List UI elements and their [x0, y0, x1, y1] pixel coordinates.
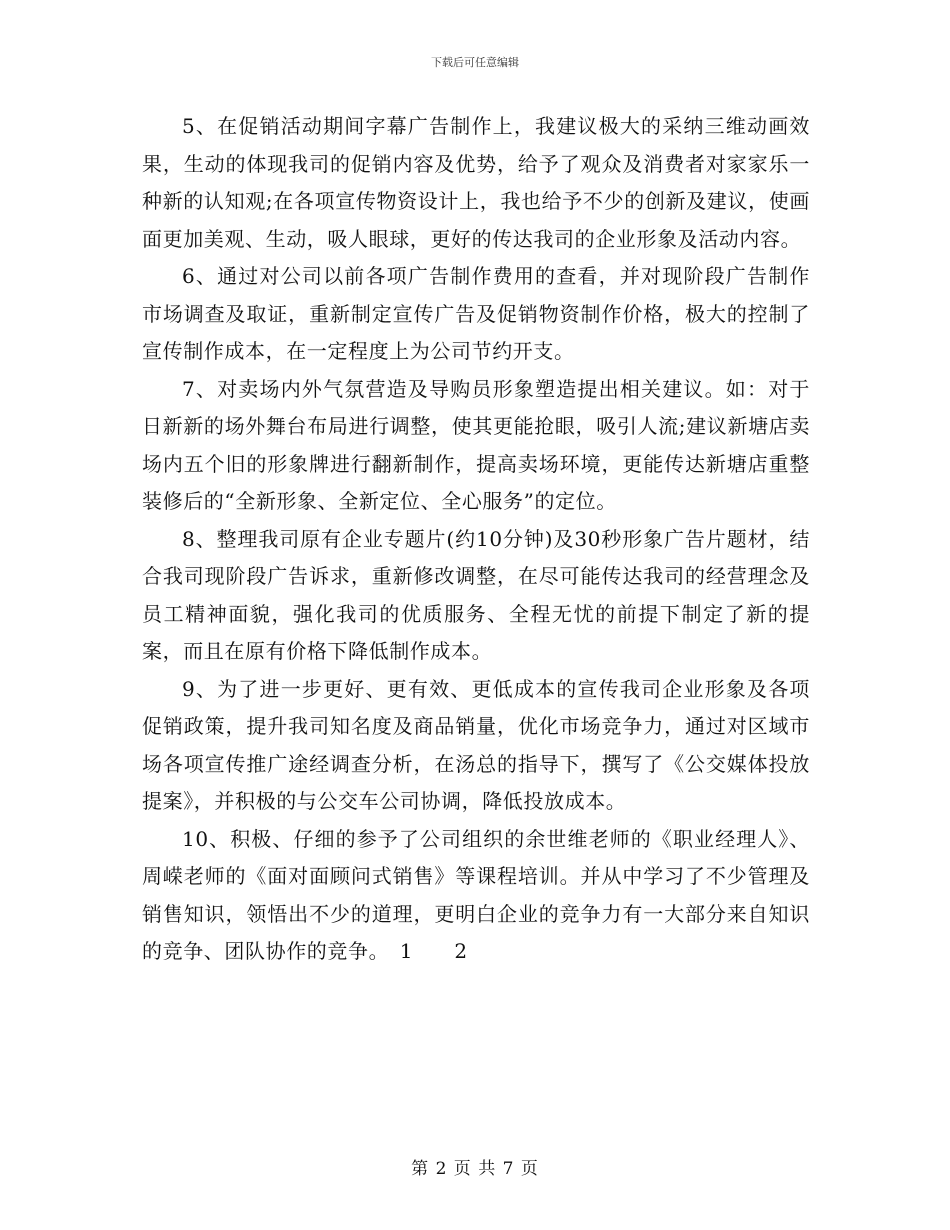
paragraph-7: 7、对卖场内外气氛营造及导购员形象塑造提出相关建议。如：对于日新新的场外舞台布局进行调整，使其更能抢眼，吸引人流;建议新塘店卖场内五个旧的形象牌进行翻新制作，提高卖场环境，更能传达新塘店重整装修后的“全新形象、全新定位、全心服务”的定位。 — [142, 376, 810, 513]
paragraph-9: 9、为了进一步更好、更有效、更低成本的宣传我司企业形象及各项促销政策，提升我司知名度及商品销量，优化市场竞争力，通过对区域市场各项宣传推广途经调查分析，在汤总的指导下，撰写了《公交媒体投放提案》，并积极的与公交车公司协调，降低投放成本。 — [142, 676, 810, 813]
page-header: 下载后可任意编辑 — [431, 56, 519, 69]
page-number: 第 2 页 共 7 页 — [411, 1159, 539, 1179]
paragraph-8: 8、整理我司原有企业专题片(约10分钟)及30秒形象广告片题材，结合我司现阶段广告诉求，重新修改调整，在尽可能传达我司的经营理念及员工精神面貌，强化我司的优质服务、全程无忧的前提下制定了新的提案，而且在原有价格下降低制作成本。 — [142, 526, 810, 663]
paragraph-6: 6、通过对公司以前各项广告制作费用的查看，并对现阶段广告制作市场调查及取证，重新制定宣传广告及促销物资制作价格，极大的控制了宣传制作成本，在一定程度上为公司节约开支。 — [142, 264, 810, 363]
paragraph-10: 10、积极、仔细的参予了公司组织的余世维老师的《职业经理人》、周嵘老师的《面对面顾问式销售》等课程培训。并从中学习了不少管理及销售知识，领悟出不少的道理，更明白企业的竞争力有一大部分来自知识的竞争、团队协作的竞争。 1 2 — [142, 826, 810, 963]
document-body — [142, 108, 810, 971]
paragraph-5: 5、在促销活动期间字幕广告制作上，我建议极大的采纳三维动画效果，生动的体现我司的促销内容及优势，给予了观众及消费者对家家乐一种新的认知观;在各项宣传物资设计上，我也给予不少的创新及建议，使画面更加美观、生动，吸人眼球，更好的传达我司的企业形象及活动内容。 — [142, 114, 810, 251]
